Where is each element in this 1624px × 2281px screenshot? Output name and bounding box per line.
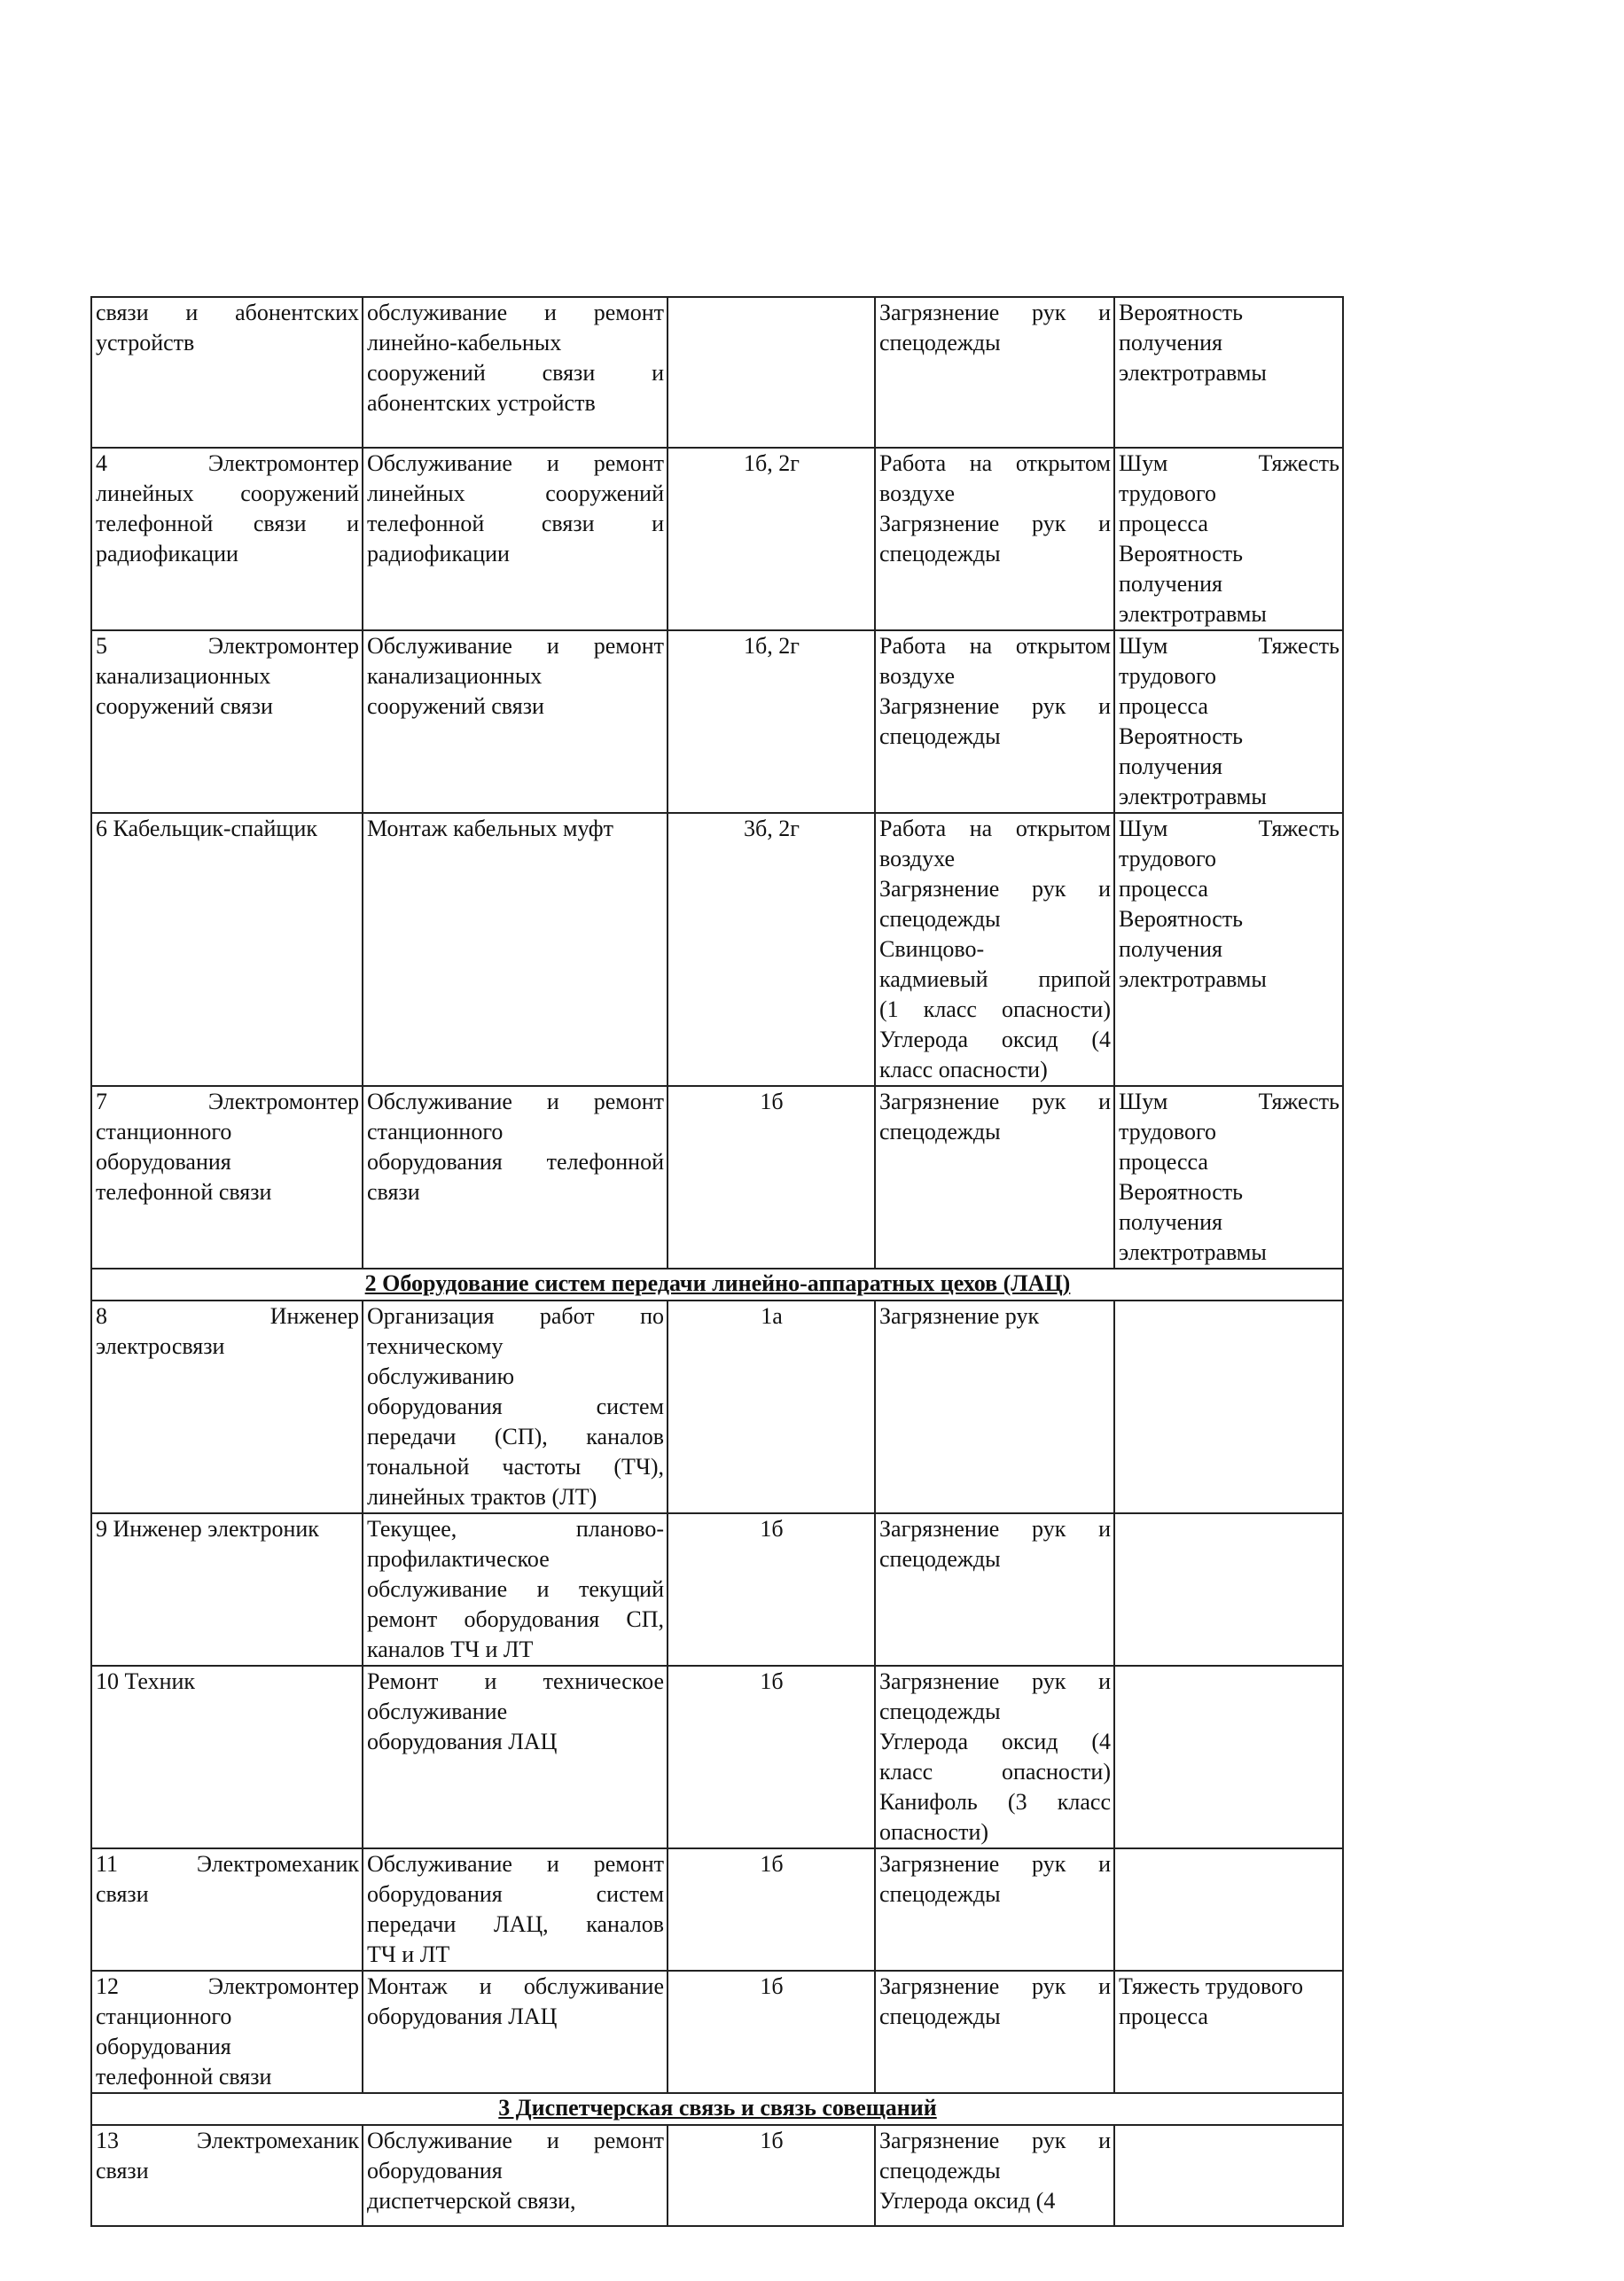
cell-text-line: связи	[96, 1881, 149, 1907]
cell-text-line: оборудования	[96, 1149, 231, 1175]
cell-text-line: станционного	[96, 1119, 232, 1144]
work-description-cell	[363, 1971, 668, 2093]
profession-cell	[91, 813, 363, 1086]
other-factors-cell	[1114, 630, 1343, 813]
cell-text-line: Загрязнение рук и	[879, 876, 1111, 902]
cell-text-line: класс опасности)	[879, 1759, 1111, 1785]
table-row	[91, 297, 1343, 448]
cell-text-line: Загрязнение рук и	[879, 1089, 1111, 1114]
harmful-factors-cell	[875, 1086, 1114, 1269]
harmful-factors-cell	[875, 1666, 1114, 1848]
cell-text-line: линейных сооружений	[96, 480, 359, 506]
cell-text-line: оборудования	[367, 2158, 503, 2183]
cell-text-line: Шум Тяжесть	[1119, 633, 1339, 659]
cell-text-line: абонентских устройств	[367, 390, 596, 416]
cell-text-line: спецодежды	[879, 1881, 1001, 1907]
cell-text-line: сооружений связи и	[367, 360, 664, 386]
cell-text-line: канализационных	[367, 663, 543, 689]
cell-text-line: опасности)	[879, 1819, 989, 1845]
cell-text-line: Обслуживание и ремонт	[367, 1089, 664, 1114]
cell-text-line: спецодежды	[879, 1546, 1001, 1572]
hazard-class-cell	[668, 448, 875, 630]
other-factors-cell	[1114, 1086, 1343, 1269]
hazard-class-cell	[668, 297, 875, 448]
hazard-class-cell	[668, 1301, 875, 1513]
cell-text-line: Загрязнение рук и	[879, 693, 1111, 719]
cell-text-line: воздухе	[879, 663, 956, 689]
work-description-cell	[363, 1848, 668, 1971]
profession-cell	[91, 630, 363, 813]
work-description-cell	[363, 2125, 668, 2226]
cell-text-line: оборудования ЛАЦ	[367, 1729, 558, 1754]
cell-text-line: электротравмы	[1119, 784, 1267, 809]
cell-text-line: трудового	[1119, 1119, 1217, 1144]
hazard-class-cell	[668, 1971, 875, 2093]
cell-text-line: радиофикации	[96, 541, 238, 566]
cell-text-line: Вероятность	[1119, 541, 1244, 566]
profession-cell	[91, 1848, 363, 1971]
cell-text-line: телефонной связи и	[367, 511, 664, 536]
cell-text-line: спецодежды	[879, 2004, 1001, 2029]
cell-text-line: класс опасности)	[879, 1057, 1048, 1082]
cell-text-line: обслуживание и ремонт	[367, 300, 664, 325]
other-factors-cell	[1114, 448, 1343, 630]
other-factors-cell	[1114, 1666, 1343, 1848]
cell-text-line: Шум Тяжесть	[1119, 1089, 1339, 1114]
cell-text-line: 9 Инженер электроник	[96, 1516, 319, 1542]
other-factors-cell	[1114, 2125, 1343, 2226]
harmful-factors-cell	[875, 1301, 1114, 1513]
cell-text-line: оборудования систем	[367, 1394, 664, 1419]
cell-text-line: Канифоль (3 класс	[879, 1789, 1111, 1815]
cell-text-line: станционного	[367, 1119, 504, 1144]
cell-text-line: процесса	[1119, 876, 1208, 902]
cell-text-line: техническому	[367, 1333, 504, 1359]
cell-text-line: Шум Тяжесть	[1119, 450, 1339, 476]
harmful-factors-cell	[875, 1971, 1114, 2093]
cell-text-line: Вероятность	[1119, 300, 1244, 325]
work-description-cell	[363, 813, 668, 1086]
cell-text-line: Обслуживание и ремонт	[367, 2128, 664, 2153]
cell-text-line: Загрязнение рук и	[879, 1973, 1111, 1999]
profession-cell	[91, 1301, 363, 1513]
cell-text-line: оборудования телефонной	[367, 1149, 664, 1175]
work-description-cell	[363, 1666, 668, 1848]
cell-text-line: телефонной связи и	[96, 511, 359, 536]
cell-text-line: Монтаж и обслуживание	[367, 1973, 664, 1999]
cell-text-line: Обслуживание и ремонт	[367, 1851, 664, 1877]
hazard-class-cell	[668, 1086, 875, 1269]
cell-text-line: процесса	[1119, 511, 1208, 536]
hazard-table-body	[91, 297, 1343, 2226]
cell-text-line: Свинцово-	[879, 936, 985, 962]
cell-text-line: диспетчерской связи,	[367, 2188, 576, 2214]
cell-text-line: 1б	[760, 1089, 784, 1114]
hazard-class-cell	[668, 1513, 875, 1666]
profession-cell	[91, 2125, 363, 2226]
table-row	[91, 630, 1343, 813]
profession-cell	[91, 1971, 363, 2093]
cell-text-line: сооружений связи	[96, 693, 273, 719]
cell-text-line: Углерода оксид (4	[879, 1027, 1111, 1052]
cell-text-line: тональной частоты (ТЧ),	[367, 1454, 664, 1480]
cell-text-line: 1б	[760, 1851, 784, 1877]
work-description-cell	[363, 297, 668, 448]
cell-text-line: получения	[1119, 936, 1222, 962]
harmful-factors-cell	[875, 448, 1114, 630]
cell-text-line: получения	[1119, 330, 1222, 355]
cell-text-line: спецодежды	[879, 2158, 1001, 2183]
cell-text-line: связи	[367, 1179, 420, 1205]
cell-text-line: Работа на открытом	[879, 633, 1111, 659]
cell-text-line: Вероятность	[1119, 906, 1244, 932]
cell-text-line: Вероятность	[1119, 723, 1244, 749]
cell-text-line: передачи (СП), каналов	[367, 1424, 664, 1449]
work-description-cell	[363, 1513, 668, 1666]
section-title: 2 Оборудование систем передачи линейно-аппаратных цехов (ЛАЦ)	[91, 1269, 1343, 1301]
cell-text-line: Загрязнение рук и	[879, 1668, 1111, 1694]
harmful-factors-cell	[875, 813, 1114, 1086]
cell-text-line: Обслуживание и ремонт	[367, 633, 664, 659]
cell-text-line: линейно-кабельных	[367, 330, 562, 355]
table-row	[91, 1848, 1343, 1971]
cell-text-line: процесса	[1119, 1149, 1208, 1175]
profession-cell	[91, 1666, 363, 1848]
table-row	[91, 1971, 1343, 2093]
profession-cell	[91, 448, 363, 630]
cell-text-line: обслуживание	[367, 1699, 508, 1724]
cell-text-line: Загрязнение рук и	[879, 1516, 1111, 1542]
cell-text-line: передачи ЛАЦ, каналов	[367, 1911, 664, 1937]
cell-text-line: 11 Электромеханик	[96, 1851, 359, 1877]
cell-text-line: 1б	[760, 1516, 784, 1542]
other-factors-cell	[1114, 1848, 1343, 1971]
section-header-row	[91, 1269, 1343, 1301]
cell-text-line: Загрязнение рук	[879, 1303, 1040, 1329]
cell-text-line: Работа на открытом	[879, 816, 1111, 841]
hazard-class-cell	[668, 630, 875, 813]
cell-text-line: кадмиевый припой	[879, 966, 1111, 992]
other-factors-cell	[1114, 1513, 1343, 1666]
cell-text-line: линейных трактов (ЛТ)	[367, 1484, 597, 1510]
cell-text-line: спецодежды	[879, 330, 1001, 355]
profession-cell	[91, 1513, 363, 1666]
cell-text-line: 7 Электромонтер	[96, 1089, 359, 1114]
table-row	[91, 813, 1343, 1086]
cell-text-line: 3б, 2г	[744, 816, 800, 841]
cell-text-line: трудового	[1119, 846, 1217, 871]
cell-text-line: Углерода оксид (4	[879, 1729, 1111, 1754]
cell-text-line: спецодежды	[879, 1699, 1001, 1724]
cell-text-line: трудового	[1119, 663, 1217, 689]
cell-text-line: получения	[1119, 571, 1222, 597]
cell-text-line: оборудования	[96, 2034, 231, 2059]
work-description-cell	[363, 1086, 668, 1269]
work-description-cell	[363, 630, 668, 813]
cell-text-line: Загрязнение рук и	[879, 511, 1111, 536]
cell-text-line: электротравмы	[1119, 601, 1267, 627]
cell-text-line: 1а	[761, 1303, 783, 1329]
profession-cell	[91, 1086, 363, 1269]
cell-text-line: Загрязнение рук и	[879, 1851, 1111, 1877]
harmful-factors-cell	[875, 630, 1114, 813]
cell-text-line: Монтаж кабельных муфт	[367, 816, 614, 841]
cell-text-line: 4 Электромонтер	[96, 450, 359, 476]
profession-cell	[91, 297, 363, 448]
table-row	[91, 1666, 1343, 1848]
cell-text-line: профилактическое	[367, 1546, 550, 1572]
other-factors-cell	[1114, 1971, 1343, 2093]
cell-text-line: сооружений связи	[367, 693, 544, 719]
cell-text-line: получения	[1119, 1209, 1222, 1235]
cell-text-line: процесса	[1119, 693, 1208, 719]
cell-text-line: воздухе	[879, 846, 956, 871]
cell-text-line: оборудования ЛАЦ	[367, 2004, 558, 2029]
hazard-class-cell	[668, 1848, 875, 1971]
cell-text-line: Организация работ по	[367, 1303, 664, 1329]
cell-text-line: спецодежды	[879, 906, 1001, 932]
cell-text-line: 8 Инженер	[96, 1303, 359, 1329]
table-row	[91, 1513, 1343, 1666]
table-row	[91, 1301, 1343, 1513]
cell-text-line: электротравмы	[1119, 360, 1267, 386]
cell-text-line: получения	[1119, 754, 1222, 779]
cell-text-line: ремонт оборудования СП,	[367, 1606, 664, 1632]
table-row	[91, 2125, 1343, 2226]
harmful-factors-cell	[875, 1848, 1114, 1971]
section-title: 3 Диспетчерская связь и связь совещаний	[91, 2093, 1343, 2125]
cell-text-line: Шум Тяжесть	[1119, 816, 1339, 841]
cell-text-line: 1б, 2г	[744, 450, 800, 476]
cell-text-line: станционного	[96, 2004, 232, 2029]
table-row	[91, 1086, 1343, 1269]
cell-text-line: Обслуживание и ремонт	[367, 450, 664, 476]
other-factors-cell	[1114, 813, 1343, 1086]
cell-text-line: Загрязнение рук и	[879, 300, 1111, 325]
cell-text-line: каналов ТЧ и ЛТ	[367, 1637, 534, 1662]
hazard-class-cell	[668, 2125, 875, 2226]
cell-text-line: линейных сооружений	[367, 480, 664, 506]
cell-text-line: телефонной связи	[96, 1179, 272, 1205]
hazard-class-cell	[668, 813, 875, 1086]
cell-text-line: 5 Электромонтер	[96, 633, 359, 659]
cell-text-line: связи и абонентских	[96, 300, 359, 325]
hazard-class-cell	[668, 1666, 875, 1848]
cell-text-line: спецодежды	[879, 1119, 1001, 1144]
cell-text-line: 1б	[760, 1973, 784, 1999]
cell-text-line: обслуживание и текущий	[367, 1576, 664, 1602]
other-factors-cell	[1114, 297, 1343, 448]
cell-text-line: Вероятность	[1119, 1179, 1244, 1205]
cell-text-line: устройств	[96, 330, 195, 355]
work-description-cell	[363, 448, 668, 630]
cell-text-line: 13 Электромеханик	[96, 2128, 359, 2153]
cell-text-line: Загрязнение рук и	[879, 2128, 1111, 2153]
cell-text-line: 10 Техник	[96, 1668, 196, 1694]
cell-text-line: ТЧ и ЛТ	[367, 1941, 450, 1967]
harmful-factors-cell	[875, 1513, 1114, 1666]
harmful-factors-cell	[875, 2125, 1114, 2226]
cell-text-line: оборудования систем	[367, 1881, 664, 1907]
cell-text-line: (1 класс опасности)	[879, 996, 1111, 1022]
section-header-row	[91, 2093, 1343, 2125]
cell-text-line: 6 Кабельщик-спайщик	[96, 816, 317, 841]
hazard-table	[90, 296, 1344, 2227]
cell-text-line: Тяжесть трудового	[1119, 1973, 1303, 1999]
cell-text-line: 1б	[760, 1668, 784, 1694]
cell-text-line: 12 Электромонтер	[96, 1973, 359, 1999]
cell-text-line: электротравмы	[1119, 966, 1267, 992]
cell-text-line: обслуживанию	[367, 1363, 515, 1389]
cell-text-line: связи	[96, 2158, 149, 2183]
cell-text-line: спецодежды	[879, 723, 1001, 749]
cell-text-line: 1б, 2г	[744, 633, 800, 659]
cell-text-line: процесса	[1119, 2004, 1208, 2029]
cell-text-line: воздухе	[879, 480, 956, 506]
cell-text-line: Углерода оксид (4	[879, 2188, 1056, 2214]
table-row	[91, 448, 1343, 630]
cell-text-line: трудового	[1119, 480, 1217, 506]
cell-text-line: Текущее, планово-	[367, 1516, 664, 1542]
cell-text-line: электротравмы	[1119, 1239, 1267, 1265]
cell-text-line: телефонной связи	[96, 2064, 272, 2090]
cell-text-line: радиофикации	[367, 541, 510, 566]
cell-text-line: 1б	[760, 2128, 784, 2153]
cell-text-line: спецодежды	[879, 541, 1001, 566]
cell-text-line: канализационных	[96, 663, 271, 689]
cell-text-line: Ремонт и техническое	[367, 1668, 664, 1694]
cell-text-line: электросвязи	[96, 1333, 225, 1359]
cell-text-line: Работа на открытом	[879, 450, 1111, 476]
harmful-factors-cell	[875, 297, 1114, 448]
other-factors-cell	[1114, 1301, 1343, 1513]
work-description-cell	[363, 1301, 668, 1513]
